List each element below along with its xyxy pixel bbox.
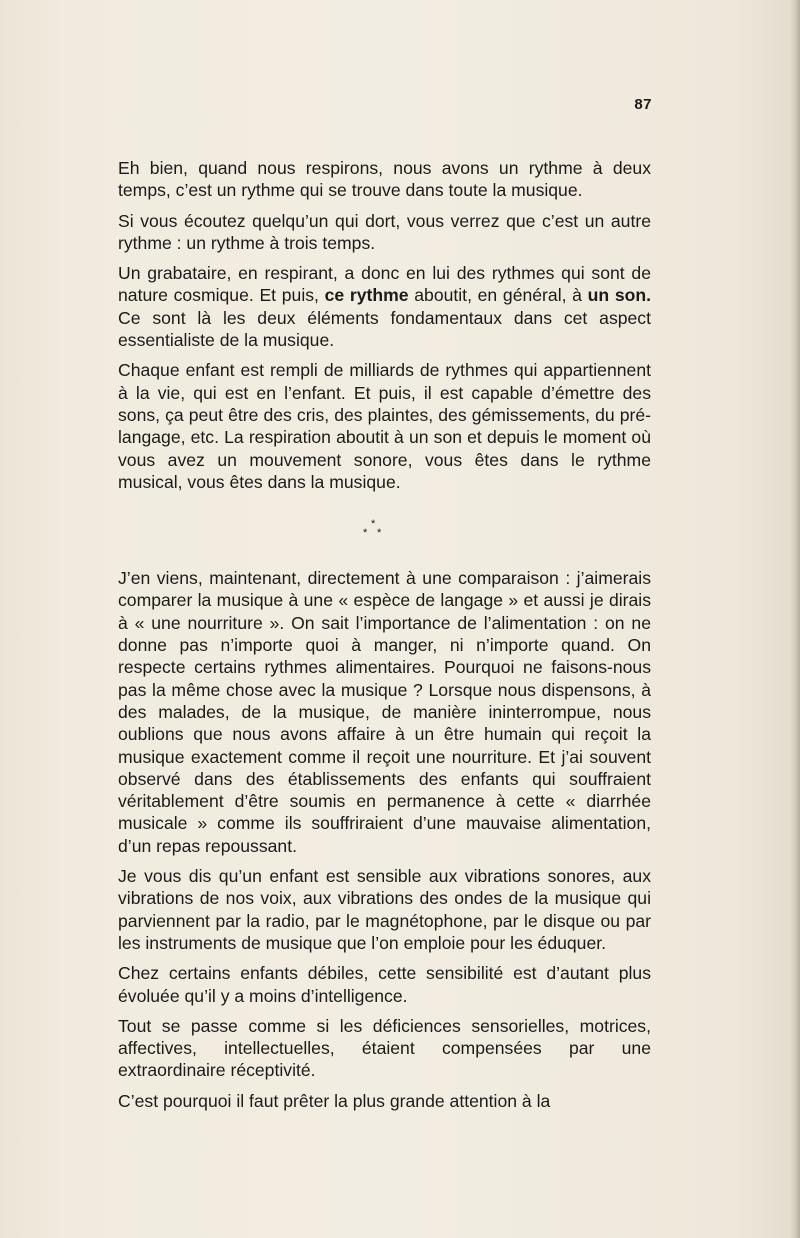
body-text: [118, 157, 651, 1120]
paragraph-3-text-e: Ce sont là les deux éléments fondamentaux dans cet aspect essentialiste de la musique.: [118, 307, 651, 351]
paragraph-5: J’en viens, maintenant, directement à une comparaison : j’aimerais comparer la musique à une « espèce de langage » et aussi je dirais à « une nourriture ». On sait l’importance de l’alimentation : on ne donne pas n’importe quoi à manger, ni n’importe quand. On respecte certains rythmes alimentaires. Pourquoi ne faisons-nous pas la même chose avec la musique ? Lorsque nous dispensons, à des malades, de la musique, de manière ininterrompue, nous oublions que nous avons affaire à un être humain qui reçoit la musique exactement comme il reçoit une nourriture. Et j’ai souvent observé dans des établissements des enfants qui souffraient véritablement d’être soumis en permanence à cette « diarrhée musicale » comme ils souffriraient d’une mauvaise alimentation, d’un repas repoussant.: [118, 568, 651, 856]
paragraph-6: Je vous dis qu’un enfant est sensible aux vibrations sonores, aux vibrations de nos voix, aux vibrations des ondes de la musique qui parviennent par la radio, par le magnétophone, par le disque ou par les instruments de musique que l’on emploie pour les éduquer.: [118, 866, 651, 953]
paragraph-2: Si vous écoutez quelqu’un qui dort, vous verrez que c’est un autre rythme : un rythme à trois temps.: [118, 210, 651, 253]
asterism-icon: [358, 519, 398, 549]
paragraph-3-bold-son: un son.: [587, 285, 652, 306]
asterism-star-top: *: [371, 518, 376, 531]
paragraph-3-text-a: Un grabataire, en respirant, a donc en lui des rythmes qui sont de nature cosmique. Et puis,: [118, 263, 651, 306]
page-number: 87: [634, 96, 652, 113]
paragraph-3-text-c: aboutit, en général, à: [408, 285, 588, 306]
paragraph-3-bold-rythme: ce rythme: [324, 285, 409, 306]
page-edge-shadow: [790, 0, 800, 1238]
paragraph-4: Chaque enfant est rempli de milliards de rythmes qui appartiennent à la vie, qui est en l’enfant. Et puis, il est capable d’émettre des sons, ça peut être des cris, des plaintes, des gémissements, du pré-langage, etc. La respiration aboutit à un son et depuis le moment où vous avez un mouvement sonore, vous êtes dans le rythme musical, vous êtes dans la musique.: [118, 360, 651, 492]
paragraph-1: Eh bien, quand nous respirons, nous avons un rythme à deux temps, c’est un rythme qui se trouve dans toute la musique.: [118, 158, 651, 201]
paragraph-7: Chez certains enfants débiles, cette sensibilité est d’autant plus évoluée qu’il y a moins d’intelligence.: [118, 963, 651, 1006]
paragraph-3: [118, 262, 651, 351]
paragraph-9: C’est pourquoi il faut prêter la plus grande attention à la: [118, 1090, 551, 1111]
asterism-star-left: *: [363, 527, 368, 540]
asterism-star-right: *: [377, 527, 382, 540]
paragraph-8: Tout se passe comme si les déficiences sensorielles, motrices, affectives, intellectuelles, étaient compensées par une extraordinaire réceptivité.: [118, 1015, 651, 1081]
section-separator: [118, 507, 651, 555]
